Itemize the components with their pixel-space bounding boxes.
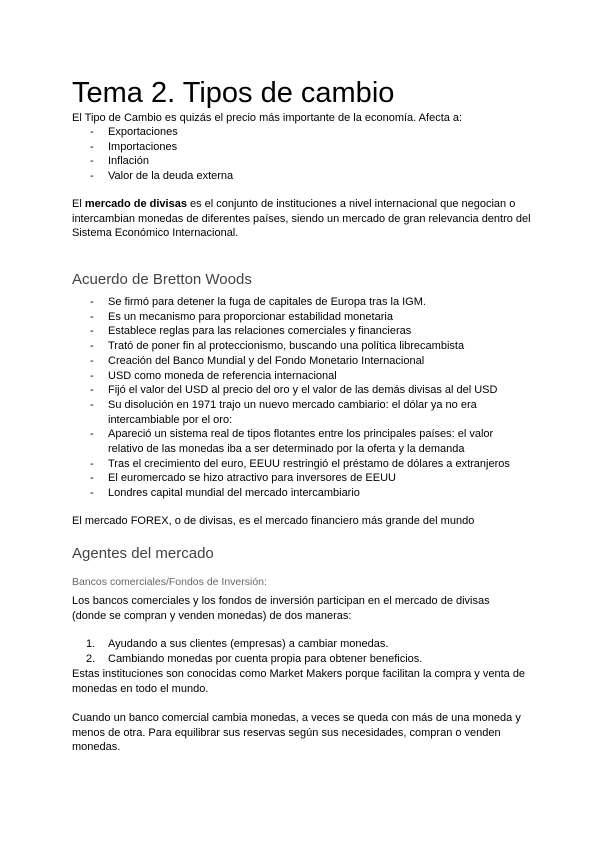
- agentes-paragraph-1: Los bancos comerciales y los fondos de inversión participan en el mercado de divisas (donde se compran y venden monedas) de dos maneras:: [72, 595, 490, 622]
- list-item: - Trató de poner fin al proteccionismo, buscando una política librecambista: [90, 340, 465, 353]
- bold-term: mercado de divisas: [84, 198, 187, 210]
- list-item: - Importaciones: [90, 140, 178, 153]
- agentes-heading: Agentes del mercado: [72, 545, 214, 562]
- list-item: - Apareció un sistema real de tipos flotantes entre los principales países: el valor relativo de las monedas iba a ser determinado por la oferta y la demanda: [90, 428, 494, 456]
- bretton-list: [72, 295, 532, 501]
- list-item: - Su disolución en 1971 trajo un nuevo mercado cambiario: el dólar ya no era intercambiable por el oro:: [90, 398, 477, 426]
- list-item: - Exportaciones: [90, 126, 178, 138]
- intro-text: El Tipo de Cambio es quizás el precio más importante de la economía. Afecta a:: [72, 112, 463, 124]
- list-item: - USD como moneda de referencia internacional: [90, 369, 337, 382]
- page-title: Tema 2. Tipos de cambio: [72, 77, 395, 109]
- list-item: - Se firmó para detener la fuga de capitales de Europa tras la IGM.: [90, 296, 426, 308]
- list-item: - Creación del Banco Mundial y del Fondo Monetario Internacional: [90, 354, 425, 367]
- list-item: - Londres capital mundial del mercado intercambiario: [90, 487, 360, 500]
- list-item: - El euromercado se hizo atractivo para inversores de EEUU: [90, 472, 396, 485]
- list-item: - Tras el crecimiento del euro, EEUU restringió el préstamo de dólares a extranjeros: [90, 457, 510, 470]
- list-item: - Valor de la deuda externa: [90, 170, 234, 183]
- agentes-paragraph-2: Estas instituciones son conocidas como Market Makers porque facilitan la compra y venta de monedas en todo el mundo.: [72, 668, 526, 695]
- bancos-subheading: Bancos comerciales/Fondos de Inversión:: [72, 576, 267, 588]
- list-item: - Inflación: [90, 155, 149, 168]
- ways-list: [72, 637, 532, 666]
- forex-text: El mercado FOREX, o de divisas, es el mercado financiero más grande del mundo: [72, 515, 475, 527]
- agentes-paragraph-3: Cuando un banco comercial cambia monedas, a veces se queda con más de una moneda y menos de otra. Para equilibrar sus reservas según sus necesidades, compran o venden monedas.: [72, 712, 521, 754]
- divisas-paragraph: El mercado de divisas es el conjunto de instituciones a nivel internacional que negocian o intercambian monedas de diferentes países, siendo un mercado de gran relevancia dentro del Sistema Económico Internacional.: [72, 198, 531, 240]
- list-item: - Es un mecanismo para proporcionar estabilidad monetaria: [90, 310, 393, 323]
- list-item: - Fijó el valor del USD al precio del oro y el valor de las demás divisas al del USD: [90, 384, 498, 397]
- bretton-heading: Acuerdo de Bretton Woods: [72, 271, 252, 288]
- affects-list: [72, 125, 532, 184]
- list-item: - Establece reglas para las relaciones comerciales y financieras: [90, 325, 412, 338]
- list-item: 1. Ayudando a sus clientes (empresas) a cambiar monedas.: [86, 638, 389, 650]
- list-item: 2. Cambiando monedas por cuenta propia para obtener beneficios.: [86, 652, 423, 665]
